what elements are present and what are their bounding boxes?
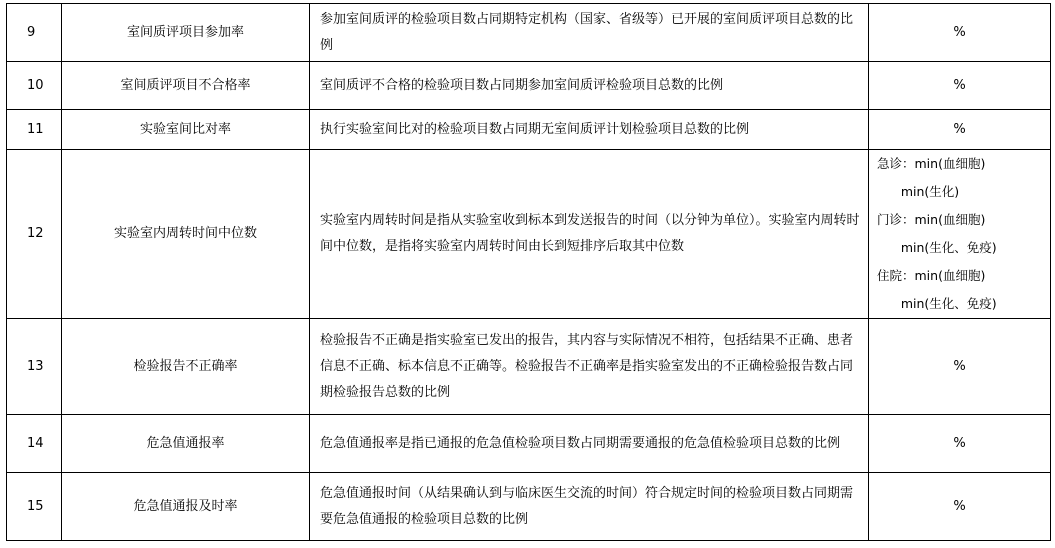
definition-text: 室间质评不合格的检验项目数占同期参加室间质评检验项目总数的比例 (320, 77, 724, 93)
indicator-definition (310, 110, 869, 150)
indicator-unit: % (869, 110, 1051, 150)
table-row (7, 110, 1051, 150)
row-number: 9 (7, 4, 62, 62)
definition-text: 实验室内周转时间是指从实验室收到标本到发送报告的时间（以分钟为单位）。实验室内周转时间中位数，是指将实验室内周转时间由长到短排序后取其中位数 (320, 213, 860, 254)
table-row (7, 62, 1051, 110)
indicator-unit: % (869, 62, 1051, 110)
definition-text: 危急值通报时间（从结果确认到与临床医生交流的时间）符合规定时间的检验项目数占同期需要危急值通报的检验项目总数的比例 (320, 485, 854, 527)
indicator-name: 危急值通报及时率 (62, 473, 310, 541)
indicator-name: 室间质评项目不合格率 (62, 62, 310, 110)
indicator-unit: % (869, 473, 1051, 541)
indicator-name: 危急值通报率 (62, 415, 310, 473)
table-row (7, 415, 1051, 473)
unit-line: min(生化、免疫) (877, 240, 997, 255)
row-number: 13 (7, 319, 62, 415)
indicator-name: 实验室内周转时间中位数 (62, 150, 310, 319)
definition-text: 执行实验室间比对的检验项目数占同期无室间质评计划检验项目总数的比例 (320, 121, 750, 137)
unit-line: 急诊：min(血细胞) (877, 156, 986, 171)
row-number: 12 (7, 150, 62, 319)
indicator-definition (310, 319, 869, 415)
indicator-name: 室间质评项目参加率 (62, 4, 310, 62)
indicator-unit: % (869, 415, 1051, 473)
indicator-definition (310, 415, 869, 473)
unit-line: min(生化) (877, 184, 960, 199)
indicator-definition (310, 150, 869, 319)
unit-line: 门诊：min(血细胞) (877, 212, 986, 227)
table-row (7, 319, 1051, 415)
row-number: 14 (7, 415, 62, 473)
indicator-unit: % (869, 319, 1051, 415)
unit-line: 住院：min(血细胞) (877, 268, 986, 283)
table-row (7, 473, 1051, 541)
indicator-unit-list (869, 150, 1051, 319)
row-number: 11 (7, 110, 62, 150)
indicator-name: 实验室间比对率 (62, 110, 310, 150)
row-number: 10 (7, 62, 62, 110)
indicator-definition (310, 62, 869, 110)
definition-text: 参加室间质评的检验项目数占同期特定机构（国家、省级等）已开展的室间质评项目总数的比例 (320, 11, 854, 53)
table-row (7, 150, 1051, 319)
table-row (7, 4, 1051, 62)
indicator-unit: % (869, 4, 1051, 62)
definition-text: 检验报告不正确是指实验室已发出的报告，其内容与实际情况不相符，包括结果不正确、患者信息不正确、标本信息不正确等。检验报告不正确率是指实验室发出的不正确检验报告数占同期检验报告总数的比例 (320, 332, 854, 400)
definition-text: 危急值通报率是指已通报的危急值检验项目数占同期需要通报的危急值检验项目总数的比例 (320, 435, 841, 451)
indicator-name: 检验报告不正确率 (62, 319, 310, 415)
indicator-definition (310, 473, 869, 541)
row-number: 15 (7, 473, 62, 541)
unit-line: min(生化、免疫) (877, 296, 997, 311)
indicator-definition (310, 4, 869, 62)
indicator-table (6, 3, 1051, 541)
